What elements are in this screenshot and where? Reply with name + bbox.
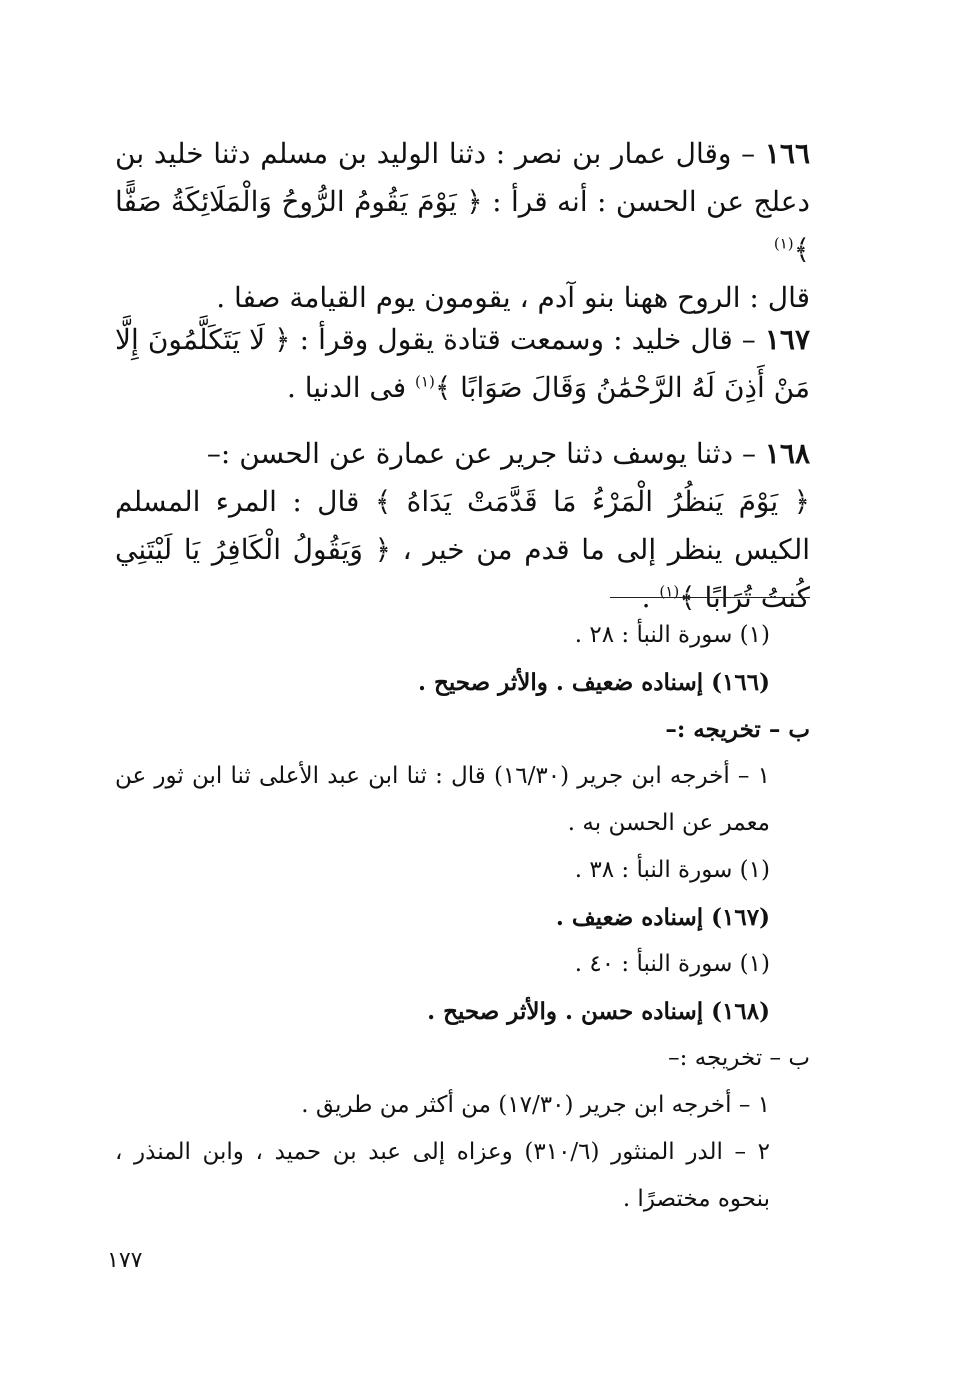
entry-number: ١٦٦ (764, 137, 810, 170)
footnote-line: (١) سورة النبأ : ٢٨ . (574, 622, 770, 648)
entry-text: . (641, 581, 660, 614)
footnote-line: (١٦٨) إسناده حسن . والأثر صحيح . (427, 998, 770, 1025)
entry-text: قال : المرء المسلم الكيس ينظر إلى ما قدم من خير ، (115, 485, 811, 566)
quran-verse: ﴿ لَا يَتَكَلَّمُونَ إِلَّا مَنْ أَذِنَ لَهُ الرَّحْمَٰنُ وَقَالَ صَوَابًا ﴾ (115, 323, 810, 404)
entry-text: قال : الروح ههنا بنو آدم ، يقومون يوم القيامة صفا . (216, 281, 810, 314)
footnote-marker: (١) (659, 582, 680, 601)
entry-text: – قال خليد : وسمعت قتادة يقول وقرأ : (290, 323, 765, 356)
footnote-line: (١٦٧) إسناده ضعيف . (555, 904, 770, 931)
entry-166 (115, 130, 810, 322)
quran-verse: ﴿ يَوْمَ يَنظُرُ الْمَرْءُ مَا قَدَّمَتْ يَدَاهُ ﴾ (374, 485, 810, 518)
footnote-line: ١ – أخرجه ابن جرير (١٧/٣٠) من أكثر من طريق . (301, 1092, 770, 1118)
footnotes (115, 612, 810, 1223)
entry-number: ١٦٧ (764, 323, 810, 356)
footnote-line: (١) سورة النبأ : ٤٠ . (574, 951, 770, 977)
quran-verse: ﴿ يَوْمَ يَقُومُ الرُّوحُ وَالْمَلَائِكَةُ صَفًّا ﴾ (115, 185, 810, 266)
entry-number: ١٦٨ (764, 437, 810, 470)
entry-text: فى الدنيا . (286, 371, 416, 404)
footnote-marker: (١) (773, 234, 794, 253)
footnote-heading: ب – تخريجه :– (668, 1045, 810, 1071)
quran-verse: ﴿ وَيَقُولُ الْكَافِرُ يَا لَيْتَنِي كُنتُ تُرَابًا ﴾ (115, 533, 810, 614)
footnote-line: ٢ – الدر المنثور (٣١٠/٦) وعزاه إلى عبد بن حميد ، وابن المنذر ، بنحوه مختصرًا . (115, 1139, 770, 1212)
footnote-marker: (١) (415, 372, 435, 391)
footnote-divider (610, 597, 810, 598)
entry-168 (115, 430, 810, 622)
entry-167 (115, 316, 810, 412)
entry-text: – وقال عمار بن نصر : دثنا الوليد بن مسلم دثنا خليد بن دعلج عن الحسن : أنه قرأ : (115, 137, 810, 218)
footnote-line: (١٦٦) إسناده ضعيف . والأثر صحيح . (417, 669, 770, 696)
footnote-line: ١ – أخرجه ابن جرير (١٦/٣٠) قال : ثنا ابن عبد الأعلى ثنا ابن ثور عن معمر عن الحسن به . (115, 763, 770, 836)
page-number: ١٧٧ (107, 1248, 143, 1273)
entry-text: – دثنا يوسف دثنا جرير عن عمارة عن الحسن :– (206, 437, 765, 470)
footnote-line: (١) سورة النبأ : ٣٨ . (574, 857, 770, 883)
footnote-heading: ب – تخريجه :– (665, 716, 810, 743)
